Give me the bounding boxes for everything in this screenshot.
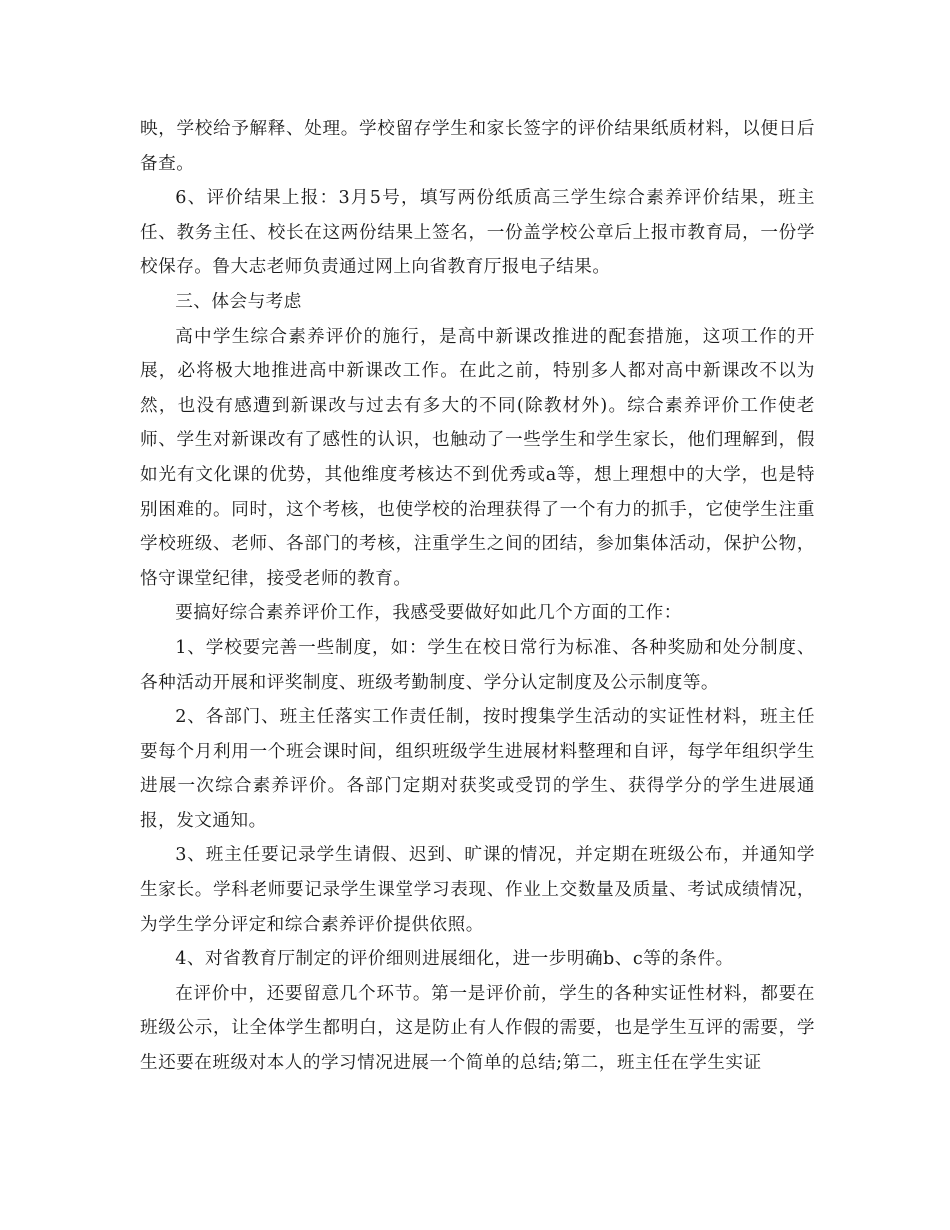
paragraph-1: 映，学校给予解释、处理。学校留存学生和家长签字的评价结果纸质材料，以便日后备查。 <box>140 119 815 174</box>
section-heading: 三、体会与考虑 <box>175 291 302 312</box>
paragraph-10: 在评价中，还要留意几个环节。第一是评价前，学生的各种实证性材料，都要在班级公示，让全体学生都明白，这是防止有人作假的需要，也是学生互评的需要，学生还要在班级对本人的学习情况进展一个简单的总结;第二，班主任在学生实证 <box>140 983 815 1074</box>
paragraph-9: 4、对省教育厅制定的评价细则进展细化，进一步明确b、c等的条件。 <box>175 949 734 970</box>
paragraph-7: 2、各部门、班主任落实工作责任制，按时搜集学生活动的实证性材料，班主任要每个月利用一个班会课时间，组织班级学生进展材料整理和自评，每学年组织学生进展一次综合素养评价。各部门定期对获奖或受罚的学生、获得学分的学生进展通报，发文通知。 <box>140 707 815 831</box>
paragraph-2: 6、评价结果上报：3月5号，填写两份纸质高三学生综合素养评价结果，班主任、教务主任、校长在这两份结果上签名，一份盖学校公章后上报市教育局，一份学校保存。鲁大志老师负责通过网上向省教育厅报电子结果。 <box>140 188 815 278</box>
paragraph-6: 1、学校要完善一些制度，如：学生在校日常行为标准、各种奖励和处分制度、各种活动开展和评奖制度、班级考勤制度、学分认定制度及公示制度等。 <box>140 637 815 693</box>
paragraph-5: 要搞好综合素养评价工作，我感受要做好如此几个方面的工作： <box>175 603 682 624</box>
document-body <box>140 112 815 1081</box>
paragraph-8: 3、班主任要记录学生请假、迟到、旷课的情况，并定期在班级公布，并通知学生家长。学科老师要记录学生课堂学习表现、作业上交数量及质量、考试成绩情况，为学生学分评定和综合素养评价提供依照。 <box>140 845 815 935</box>
paragraph-4: 高中学生综合素养评价的施行，是高中新课改推进的配套措施，这项工作的开展，必将极大地推进高中新课改工作。在此之前，特别多人都对高中新课改不以为然，也没有感遭到新课改与过去有多大的不同(除教材外)。综合素养评价工作使老师、学生对新课改有了感性的认识，也触动了一些学生和学生家长，他们理解到，假如光有文化课的优势，其他维度考核达不到优秀或a等，想上理想中的大学，也是特别困难的。同时，这个考核，也使学校的治理获得了一个有力的抓手，它使学生注重学校班级、老师、各部门的考核，注重学生之间的团结，参加集体活动，保护公物，恪守课堂纪律，接受老师的教育。 <box>140 326 815 589</box>
